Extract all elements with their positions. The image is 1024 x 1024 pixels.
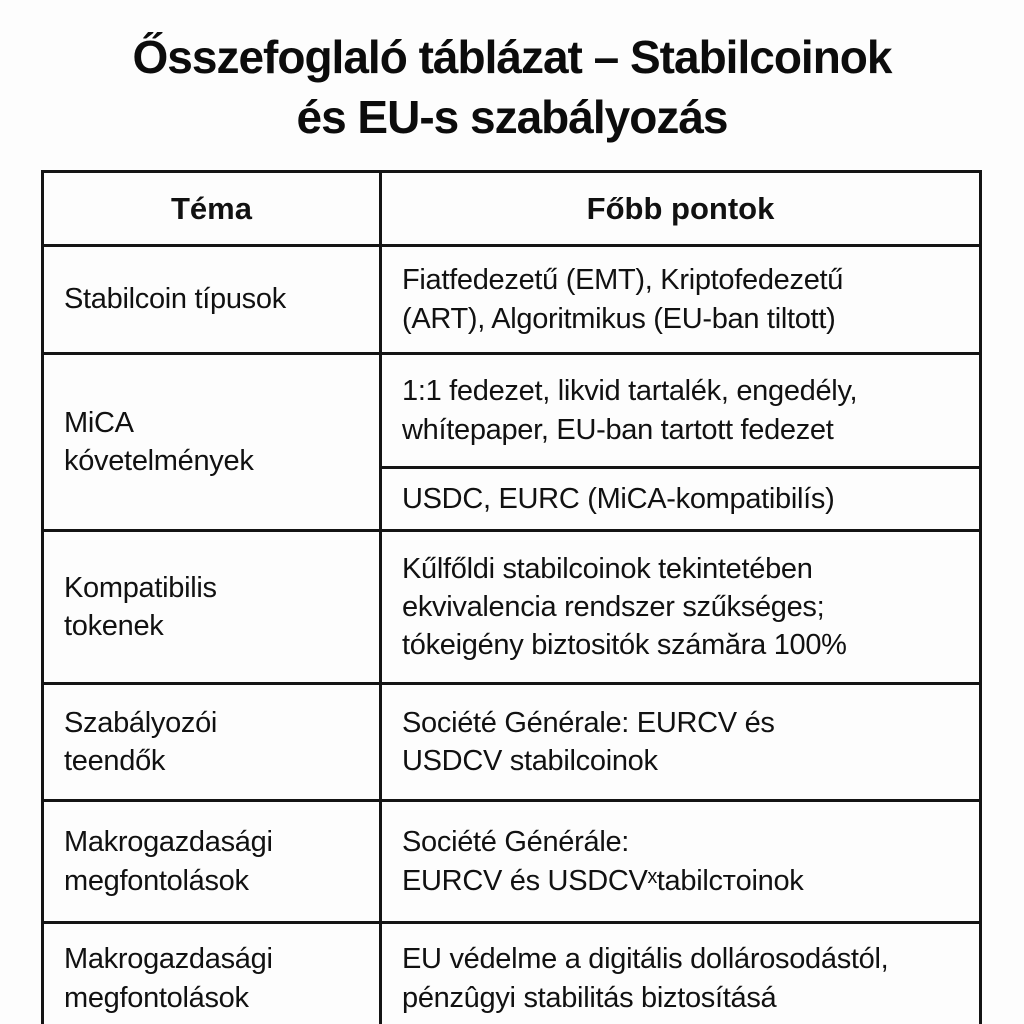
cell-line: pénzûgyi stabilitás biztosításá bbox=[402, 981, 777, 1014]
pontok-cell bbox=[382, 247, 979, 352]
pontok-cell bbox=[382, 924, 979, 1024]
cell-line: kóvetelmények bbox=[64, 445, 254, 477]
tema-text bbox=[64, 940, 273, 1017]
tema-text bbox=[64, 404, 254, 481]
cell-line: megfontolások bbox=[64, 864, 249, 897]
cell-line: Makrogazdasági bbox=[64, 943, 273, 976]
cell-line: Kompatibilis bbox=[64, 571, 217, 604]
tema-text bbox=[64, 569, 217, 646]
cell-line: Société Générále: bbox=[402, 826, 630, 859]
cell-line: (ART), Algoritmikus (EU-ban tiltott) bbox=[402, 302, 836, 335]
table-row-szabalyozoi-teendok bbox=[44, 682, 979, 799]
pontok-cell bbox=[382, 802, 979, 921]
table-header-row bbox=[44, 173, 979, 244]
table-row-kompatibilis-tokenek bbox=[44, 529, 979, 682]
pontok-text bbox=[402, 261, 843, 338]
pontok-text bbox=[402, 823, 804, 900]
tema-cell bbox=[44, 532, 382, 682]
cell-line: USDC, EURC (MiCA-kompatibilís) bbox=[402, 482, 835, 515]
header-cell-pontok bbox=[382, 173, 979, 244]
summary-table bbox=[41, 170, 982, 1024]
pontok-cell bbox=[382, 355, 979, 529]
cell-line: teendők bbox=[64, 745, 166, 777]
pontok-subcell bbox=[382, 355, 979, 466]
cell-line: tókeigény biztositók számăra 100% bbox=[402, 629, 847, 662]
cell-line: ekvivalencia rendszer szűkséges; bbox=[402, 590, 825, 623]
cell-line: whítepaper, EU-ban tartott fedezet bbox=[402, 413, 834, 446]
cell-line: EU védelme a digitális dollárosodástól, bbox=[402, 943, 889, 976]
tema-text bbox=[64, 704, 217, 781]
pontok-text bbox=[402, 704, 775, 781]
table-row-stabilcoin-tipusok bbox=[44, 244, 979, 352]
pontok-text bbox=[402, 480, 835, 518]
tema-cell bbox=[44, 355, 382, 529]
page-title bbox=[0, 28, 1024, 148]
pontok-cell bbox=[382, 532, 979, 682]
tema-text bbox=[64, 280, 286, 318]
header-cell-tema bbox=[44, 173, 382, 244]
table-row-makrogazdasagi-1 bbox=[44, 799, 979, 921]
table-row-mica-kovetelmenyek bbox=[44, 352, 979, 529]
pontok-text bbox=[402, 940, 888, 1017]
cell-line: Société Générale: EURCV és bbox=[402, 706, 775, 739]
header-label-tema: Téma bbox=[171, 190, 252, 226]
pontok-cell bbox=[382, 685, 979, 799]
table-row-makrogazdasagi-2 bbox=[44, 921, 979, 1024]
tema-cell bbox=[44, 685, 382, 799]
cell-line: Kűlfőldi stabilcoinok tekintetében bbox=[402, 552, 813, 585]
pontok-subcell bbox=[382, 466, 979, 529]
pontok-text bbox=[402, 372, 857, 449]
pontok-text bbox=[402, 550, 847, 665]
cell-line: megfontolások bbox=[64, 981, 249, 1014]
cell-line: Fiatfedezetű (EMT), Kriptofedezetű bbox=[402, 264, 844, 297]
tema-text bbox=[64, 823, 273, 900]
cell-line: 1:1 fedezet, likvid tartalék, engedély, bbox=[402, 375, 858, 408]
cell-line: Stabilcoin típusok bbox=[64, 283, 286, 316]
tema-cell bbox=[44, 802, 382, 921]
cell-line: EURCV és USDCVˣtabilcтoinok bbox=[402, 864, 804, 897]
cell-line: USDCV stabilcoinok bbox=[402, 745, 658, 777]
cell-line: Szabályozói bbox=[64, 706, 218, 739]
header-label-pontok: Főbb pontok bbox=[586, 190, 775, 226]
tema-cell bbox=[44, 924, 382, 1024]
tema-cell bbox=[44, 247, 382, 352]
cell-line: MiCA bbox=[64, 406, 134, 439]
page-title-line-1: Ősszefoglaló táblázat – Stabilcoinok bbox=[132, 31, 892, 83]
page-title-line-2: és EU-s szabályozás bbox=[296, 90, 728, 143]
cell-line: tokenek bbox=[64, 610, 164, 642]
cell-line: Makrogazdasági bbox=[64, 826, 273, 859]
